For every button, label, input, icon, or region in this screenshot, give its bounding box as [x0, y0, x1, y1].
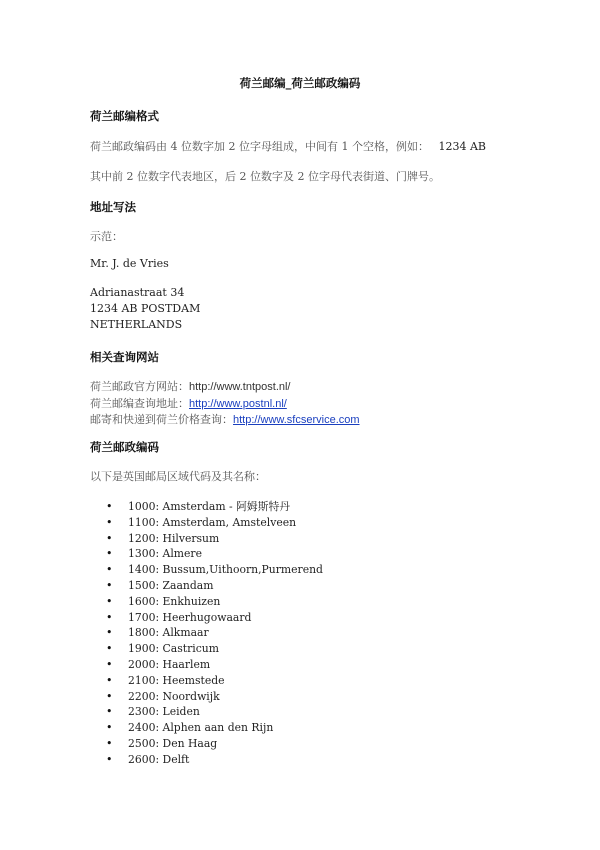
list-item: • 2500: Den Haag	[128, 736, 323, 752]
list-item: • 2600: Delft	[128, 752, 323, 768]
site-label: 邮寄和快递到荷兰价格查询：	[90, 413, 233, 426]
format-line-1: 荷兰邮政编码由 4 位数字加 2 位字母组成，中间有 1 个空格，例如：	[90, 140, 429, 153]
heading-related-sites: 相关查询网站	[90, 350, 159, 364]
address-city: 1234 AB POSTDAM	[90, 302, 201, 315]
list-item: • 2200: Noordwijk	[128, 689, 323, 705]
list-item: • 2100: Heemstede	[128, 673, 323, 689]
heading-postcode-format: 荷兰邮编格式	[90, 109, 159, 123]
postcode-list	[90, 499, 323, 768]
list-item: • 2400: Alphen aan den Rijn	[128, 720, 323, 736]
format-example: 1234 AB	[438, 140, 487, 153]
list-item: • 1700: Heerhugowaard	[128, 610, 323, 626]
list-item: • 1300: Almere	[128, 546, 323, 562]
format-line-2: 其中前 2 位数字代表地区，后 2 位数字及 2 位字母代表街道、门牌号。	[90, 170, 440, 183]
page-title: 荷兰邮编_荷兰邮政编码	[239, 76, 361, 90]
site-url-tntpost[interactable]: http://www.tntpost.nl/	[189, 381, 291, 393]
format-description	[90, 138, 486, 154]
address-name: Mr. J. de Vries	[90, 257, 169, 270]
address-country: NETHERLANDS	[90, 318, 183, 331]
list-item: • 2000: Haarlem	[128, 657, 323, 673]
list-item: • 1000: Amsterdam - 阿姆斯特丹	[128, 499, 323, 515]
site-link-postnl[interactable]: http://www.postnl.nl/	[189, 397, 287, 410]
address-street: Adrianastraat 34	[90, 286, 185, 299]
list-item: • 2300: Leiden	[128, 704, 323, 720]
address-block	[90, 285, 200, 333]
site-row	[90, 379, 360, 396]
postcodes-intro: 以下是英国邮局区域代码及其名称：	[90, 470, 266, 483]
site-label: 荷兰邮编查询地址：	[90, 396, 189, 410]
list-item: • 1100: Amsterdam, Amstelveen	[128, 515, 323, 531]
list-item: • 1600: Enkhuizen	[128, 594, 323, 610]
heading-address-format: 地址写法	[90, 200, 136, 214]
heading-postcodes: 荷兰邮政编码	[90, 440, 159, 454]
site-row	[90, 396, 360, 413]
site-label: 荷兰邮政官方网站：	[90, 380, 189, 393]
list-item: • 1500: Zaandam	[128, 578, 323, 594]
site-row	[90, 412, 360, 429]
list-item: • 1900: Castricum	[128, 641, 323, 657]
address-sample-label: 示范：	[90, 230, 123, 243]
list-item: • 1800: Alkmaar	[128, 625, 323, 641]
related-sites-list	[90, 379, 360, 429]
site-link-sfcservice[interactable]: http://www.sfcservice.com	[233, 414, 360, 426]
list-item: • 1200: Hilversum	[128, 531, 323, 547]
list-item: • 1400: Bussum,Uithoorn,Purmerend	[128, 562, 323, 578]
